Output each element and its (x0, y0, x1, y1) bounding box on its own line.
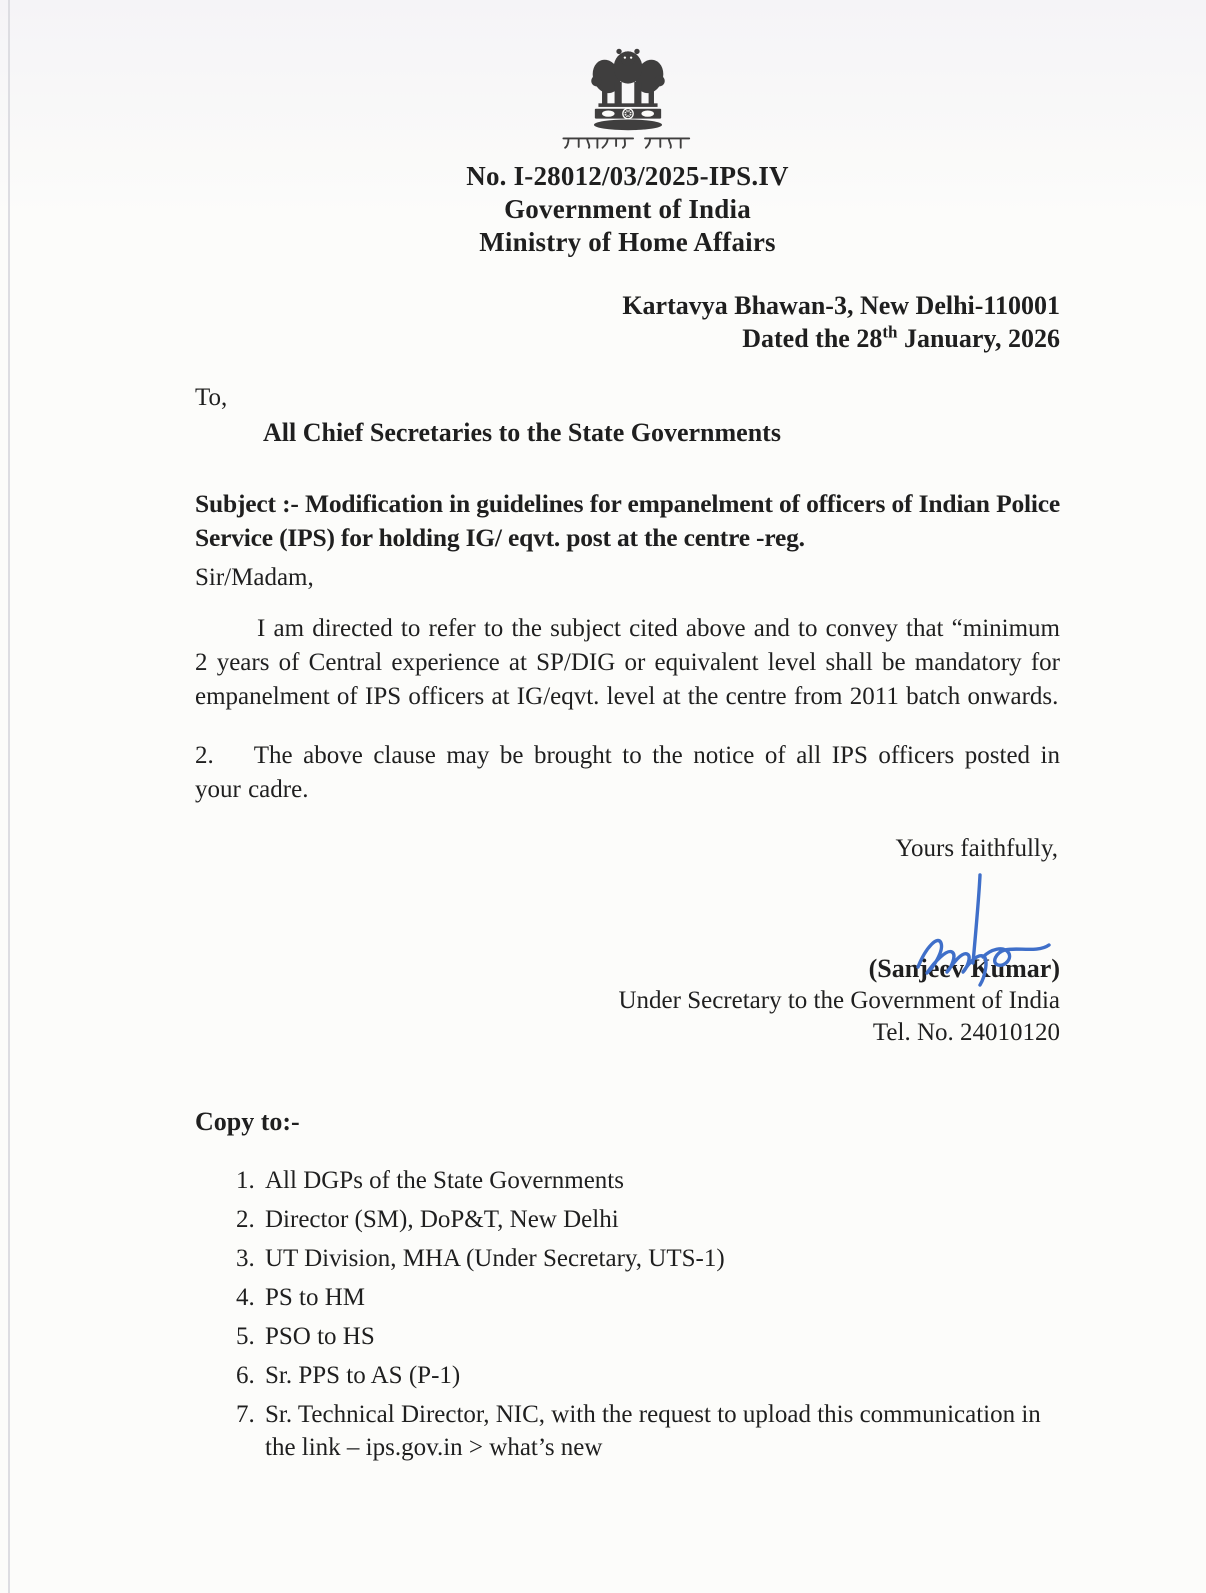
valediction: Yours faithfully, (895, 835, 1058, 862)
addressee: All Chief Secretaries to the State Governments (263, 418, 781, 447)
letter-content (0, 46, 1206, 1464)
org-name: Government of India (504, 194, 751, 224)
letter-date: Dated the 28th January, 2026 (742, 322, 1060, 353)
copy-item: 3. UT Division, MHA (Under Secretary, UTS-1) (261, 1242, 1060, 1275)
address-date-block (195, 289, 1060, 355)
state-emblem-of-india-icon (562, 46, 694, 132)
office-address: Kartavya Bhawan-3, New Delhi-110001 (622, 291, 1060, 320)
body-paragraph-2 (195, 739, 1060, 807)
signature-block (195, 953, 1060, 1049)
signatory-telephone: Tel. No. 24010120 (872, 1019, 1060, 1046)
to-label: To, (195, 384, 228, 411)
subject-line: Subject :- Modification in guidelines for empanelment of officers of Indian Police Service (IPS) for holding IG/ eqvt. post at the centre -reg. (195, 489, 1060, 552)
copy-item: 1. All DGPs of the State Governments (261, 1164, 1060, 1197)
copy-item: 5. PSO to HS (261, 1320, 1060, 1353)
signatory-title: Under Secretary to the Government of India (618, 987, 1060, 1014)
paragraph-number: 2. (195, 742, 214, 769)
salutation: Sir/Madam, (195, 564, 314, 591)
signatory-name: (Sanjeev Kumar) (868, 954, 1060, 983)
reference-number: No. I-28012/03/2025-IPS.IV (466, 161, 789, 191)
motto-satyameva-jayate (558, 135, 698, 152)
body-paragraph-1: I am directed to refer to the subject cited above and to convey that “minimum 2 years of Central experience at SP/DIG or equivalent level shall be mandatory for empanelment of IPS officers at IG/eqvt. level at the centre from 2011 batch onwards. (195, 615, 1060, 710)
ministry-name: Ministry of Home Affairs (479, 227, 776, 257)
copy-to-label: Copy to:- (195, 1107, 300, 1136)
copy-item: 4. PS to HM (261, 1281, 1060, 1314)
copy-to-list (195, 1164, 1060, 1464)
copy-item: 7. Sr. Technical Director, NIC, with the request to upload this communication in the link – ips.gov.in > what’s new (261, 1398, 1060, 1464)
date-ordinal-superscript: th (882, 322, 898, 342)
copy-item: 6. Sr. PPS to AS (P-1) (261, 1359, 1060, 1392)
signature-scribble (902, 871, 1052, 991)
copy-item: 2. Director (SM), DoP&T, New Delhi (261, 1203, 1060, 1236)
emblem-block (553, 46, 703, 152)
body-paragraph-2-text: The above clause may be brought to the notice of all IPS officers posted in your cadre. (195, 742, 1060, 803)
letter-head (195, 160, 1060, 259)
